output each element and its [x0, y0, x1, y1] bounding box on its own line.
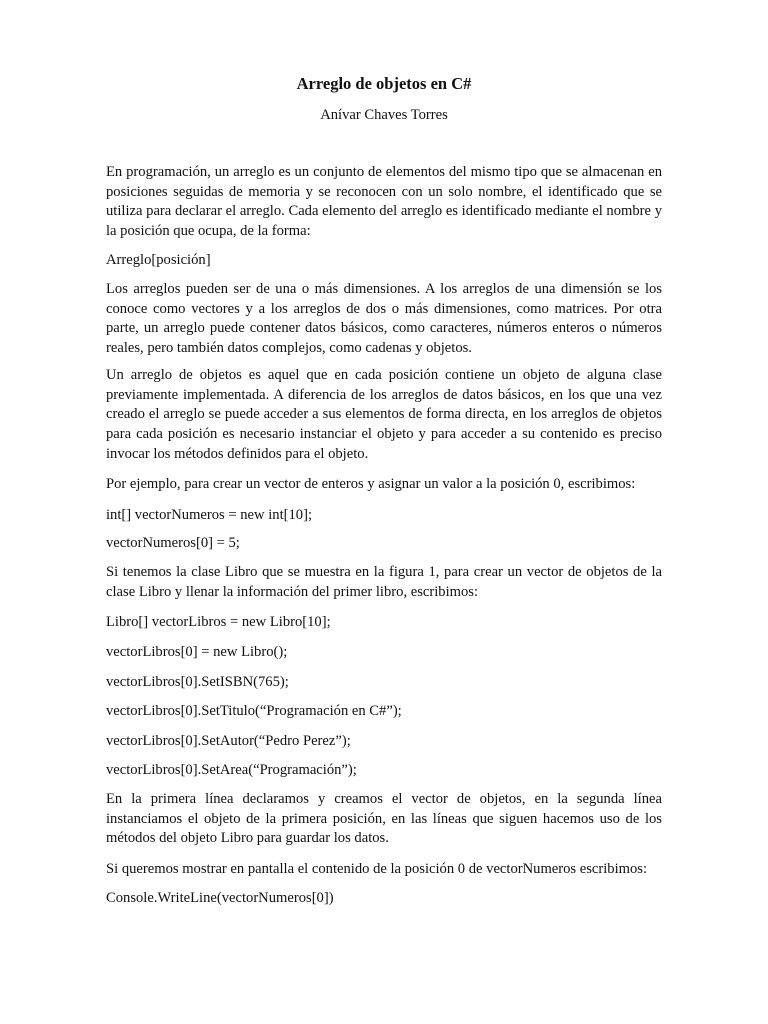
code-line-vector-numeros-assign: vectorNumeros[0] = 5; [106, 535, 240, 551]
code-line-vector-numeros-decl: int[] vectorNumeros = new int[10]; [106, 507, 313, 523]
code-line-set-autor: vectorLibros[0].SetAutor(“Pedro Perez”); [106, 733, 351, 749]
code-line-console-writeline: Console.WriteLine(vectorNumeros[0]) [106, 890, 334, 906]
document-title: Arreglo de objetos en C# [296, 74, 472, 93]
paragraph-ejemplo-enteros: Por ejemplo, para crear un vector de enteros y asignar un valor a la posición 0, escribimos: [106, 476, 636, 492]
code-line-set-area: vectorLibros[0].SetArea(“Programación”); [106, 762, 357, 778]
code-line-set-titulo: vectorLibros[0].SetTitulo(“Programación en C#”); [106, 703, 402, 719]
code-line-vector-libros-decl: Libro[] vectorLibros = new Libro[10]; [106, 614, 331, 630]
paragraph-arreglo-objetos: Un arreglo de objetos es aquel que en cada posición contiene un objeto de alguna clase previamente implementada. A diferencia de los arreglos de datos básicos, en los que una vez creado el arreglo se puede acceder a sus elementos de forma directa, en los arreglos de objetos para cada posición es necesario instanciar el objeto y para acceder a su contenido es preciso invocar los métodos definidos para el objeto. [106, 367, 662, 462]
code-line-vector-libros-new: vectorLibros[0] = new Libro(); [106, 644, 288, 660]
paragraph-mostrar-pantalla: Si queremos mostrar en pantalla el contenido de la posición 0 de vectorNumeros escribimos: [106, 861, 648, 877]
paragraph-explicacion: En la primera línea declaramos y creamos el vector de objetos, en la segunda línea instanciamos el objeto de la primera posición, en las líneas que siguen hacemos uso de los métodos del objeto Libro para guardar los datos. [106, 791, 662, 847]
paragraph-clase-libro: Si tenemos la clase Libro que se muestra en la figura 1, para crear un vector de objetos de la clase Libro y llenar la información del primer libro, escribimos: [106, 564, 662, 600]
code-line-set-isbn: vectorLibros[0].SetISBN(765); [106, 674, 289, 690]
code-line-arreglo-posicion: Arreglo[posición] [106, 252, 211, 268]
paragraph-intro: En programación, un arreglo es un conjunto de elementos del mismo tipo que se almacenan en posiciones seguidas de memoria y se reconocen con un solo nombre, el identificado que se utiliza para declarar el arreglo. Cada elemento del arreglo es identificado mediante el nombre y la posición que ocupa, de la forma: [106, 164, 662, 240]
paragraph-dimensiones: Los arreglos pueden ser de una o más dimensiones. A los arreglos de una dimensión se los conoce como vectores y a los arreglos de dos o más dimensiones, como matrices. Por otra parte, un arreglo puede contener datos básicos, como caracteres, números enteros o números reales, pero también datos complejos, como cadenas y objetos. [106, 281, 662, 357]
document-author: Anívar Chaves Torres [320, 107, 448, 123]
